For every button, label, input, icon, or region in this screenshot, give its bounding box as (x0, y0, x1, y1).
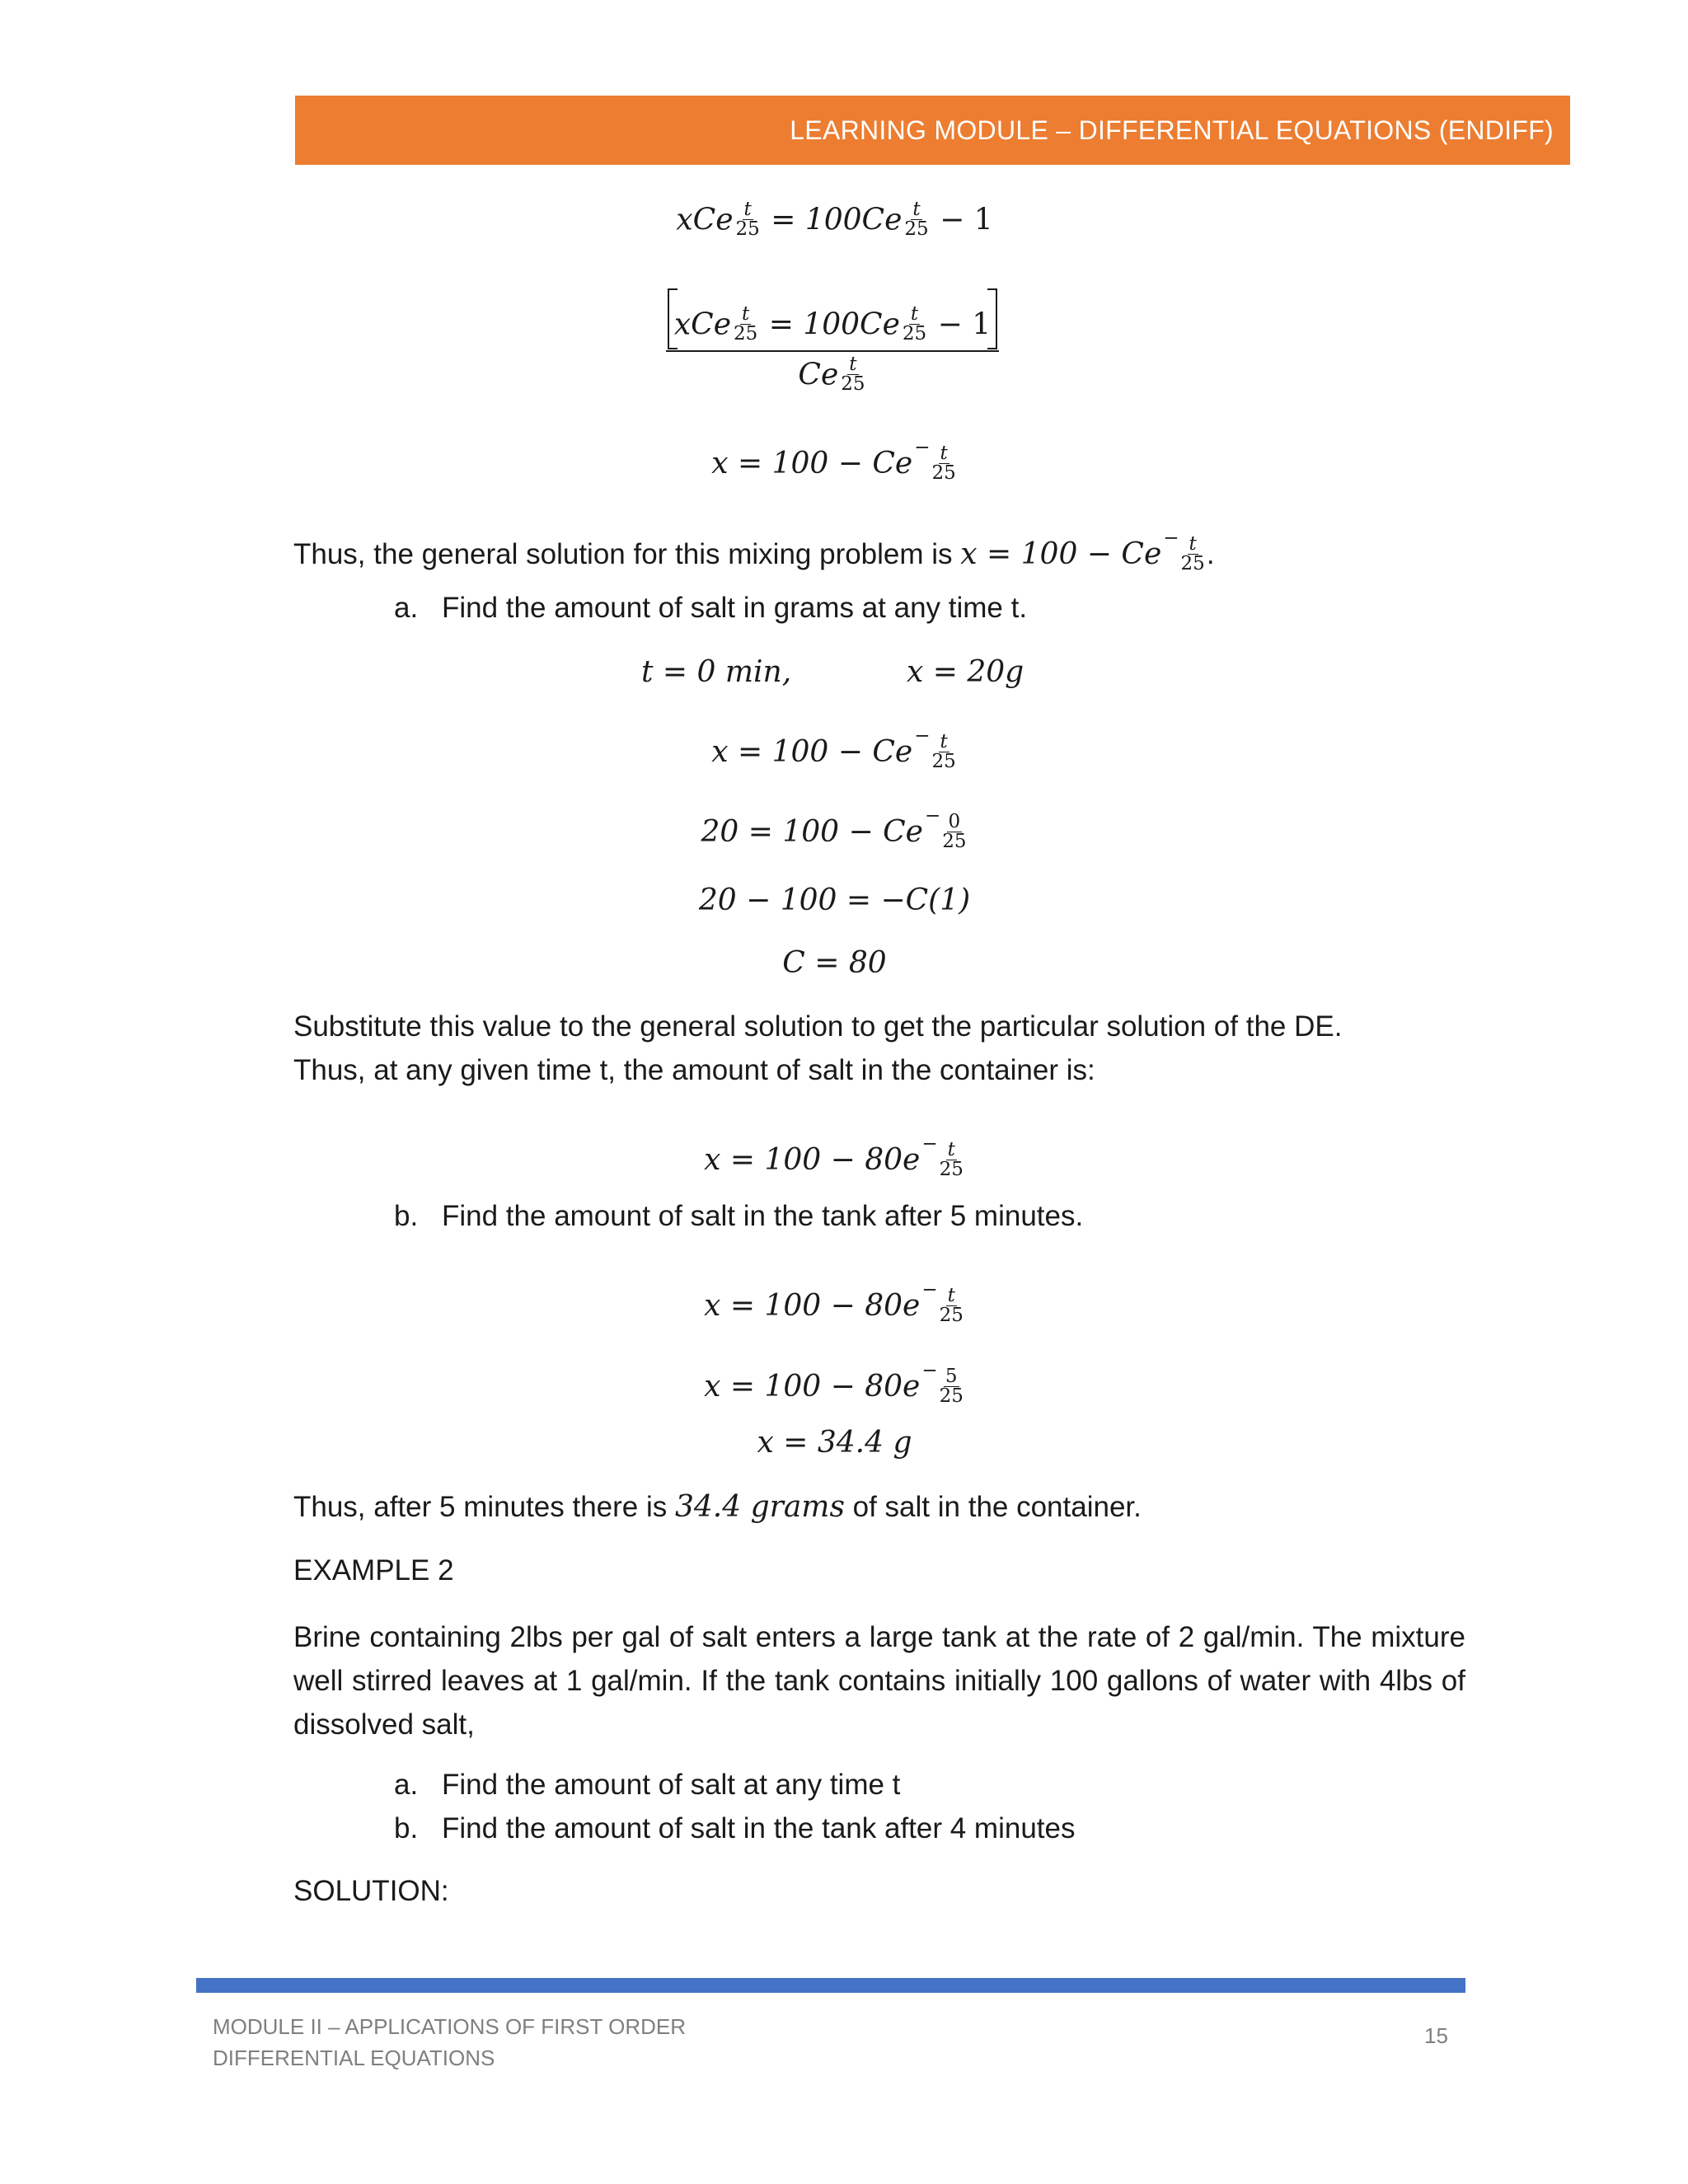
condition-x: x = 20g (907, 655, 1025, 689)
left-bracket (668, 288, 678, 349)
equation-7: C = 80 (782, 946, 887, 980)
substitute-line-1: Substitute this value to the general solution to get the particular solution of the DE. (293, 1010, 1343, 1043)
example-2-item-a: a. Find the amount of salt at any time t (394, 1769, 901, 1801)
after-5-minutes-sentence: Thus, after 5 minutes there is 34.4 grams of salt in the container. (293, 1490, 1142, 1524)
equation-1: xCe $^{\frac{t}{25}}$ = 100Ce $^{\frac{t}{25}}$ − 1 (676, 199, 993, 240)
example-2-heading: EXAMPLE 2 (293, 1554, 454, 1586)
equation-8: x = 100 − 80e− $^{\frac{t}{25}}$ (704, 1133, 964, 1180)
general-solution-sentence: Thus, the general solution for this mixing problem is x = 100 − Ce− $^{\frac{t}{25}}$ . (293, 527, 1215, 574)
right-bracket (987, 288, 997, 349)
equation-9: x = 100 − 80e− $^{\frac{t}{25}}$ (704, 1279, 964, 1326)
equation-4: x = 100 − Ce− $^{\frac{t}{25}}$ (711, 725, 956, 772)
header-bar (295, 96, 1570, 165)
header-title: LEARNING MODULE – DIFFERENTIAL EQUATIONS (ENDIFF) (790, 115, 1554, 145)
equation-10: x = 100 − 80e− $^{\frac{5}{25}}$ (704, 1360, 964, 1407)
item-a: a. Find the amount of salt in grams at any time t. (394, 592, 1028, 624)
example-2-item-b: b. Find the amount of salt in the tank after 4 minutes (394, 1812, 1076, 1844)
footer-rule (196, 1978, 1465, 1993)
equation-5: 20 = 100 − Ce− $^{\frac{0}{25}}$ (701, 805, 967, 852)
equation-11: x = 34.4 g (757, 1426, 912, 1460)
footer-module-title: MODULE II – APPLICATIONS OF FIRST ORDER DIFFERENTIAL EQUATIONS (213, 2014, 687, 2070)
item-b: b. Find the amount of salt in the tank after 5 minutes. (394, 1200, 1084, 1232)
equation-6: 20 − 100 = −C(1) (698, 883, 971, 917)
equation-2-fraction: xCe $^{\frac{t}{25}}$ = 100Ce $^{\frac{t}{25}}$ − 1 Ce $^{\frac{t}{25}}$ (666, 274, 999, 394)
example-2-problem: Brine containing 2lbs per gal of salt enters a large tank at the rate of 2 gal/min. The mixture well stirred leaves at 1 gal/min. If the tank contains initially 100 gallons of water with 4lbs of dissolved salt, (293, 1621, 1465, 1741)
substitute-line-2: Thus, at any given time t, the amount of salt in the container is: (293, 1054, 1095, 1086)
equation-3: x = 100 − Ce− $^{\frac{t}{25}}$ (711, 437, 956, 484)
page-number: 15 (1424, 2023, 1448, 2048)
condition-t: t = 0 min, (641, 655, 792, 689)
solution-heading: SOLUTION: (293, 1875, 449, 1907)
